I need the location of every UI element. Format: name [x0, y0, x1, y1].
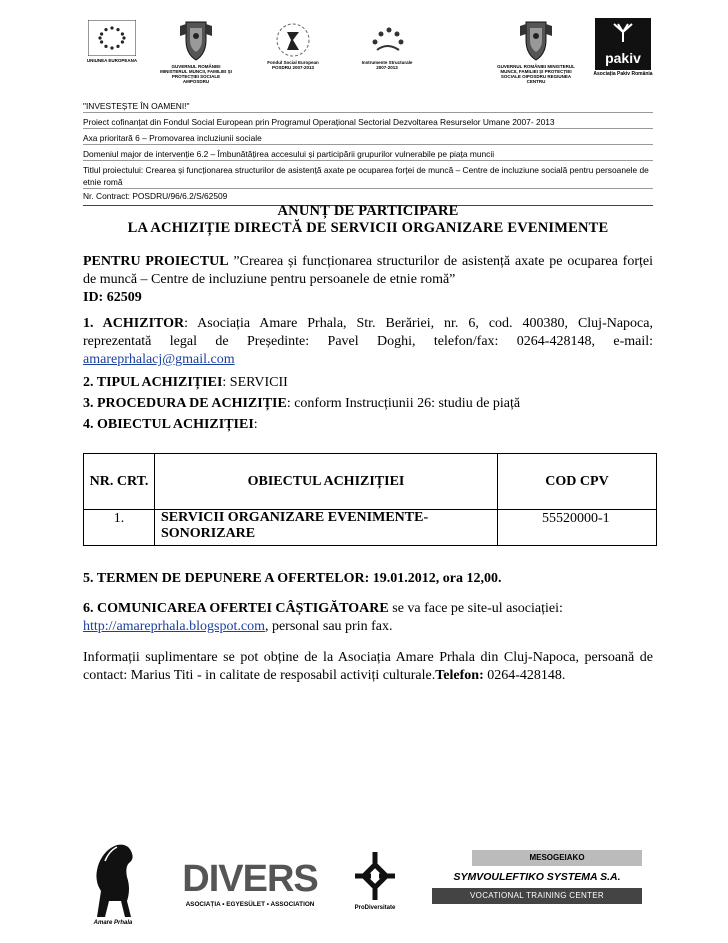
tip-label: 2. TIPUL ACHIZIȚIEI	[83, 375, 223, 390]
header-line-4: Titlul proiectului: Crearea și funcționarea structurilor de asistență axate pe ocuparea forței de muncă – Centre de incluziune socială pentru persoanele de etnie romă	[83, 164, 653, 189]
procurement-table	[83, 453, 657, 546]
comunicare-after: , personal sau prin fax.	[264, 619, 393, 634]
pakiv-box	[595, 18, 651, 70]
meso-line-2: SYMVOULEFTIKO SYSTEMA S.A.	[453, 871, 621, 883]
prodiv-caption: ProDiversitate	[354, 905, 396, 911]
tel-label: Telefon:	[435, 668, 484, 683]
section-obiect	[83, 416, 653, 434]
achizitor-label: 1. ACHIZITOR	[83, 316, 185, 331]
header-line-5: Nr. Contract: POSDRU/96/6.2/S/62509	[83, 191, 228, 201]
is-caption: Instrumente Structurale 2007-2013	[361, 60, 413, 70]
is-logo	[356, 22, 418, 70]
comunicare-label: 6. COMUNICAREA OFERTEI CÂȘTIGĂTOARE	[83, 601, 389, 616]
email-link[interactable]: amareprhalacj@gmail.com	[83, 352, 235, 367]
meso-line-1: MESOGEIAKO	[472, 850, 642, 866]
header-obiect: OBIECTUL ACHIZIȚIEI	[155, 454, 498, 510]
title-announcement: ANUNȚ DE PARTICIPARE	[277, 203, 459, 219]
gov-logo-2	[496, 18, 576, 84]
gov-logo-1	[160, 18, 232, 84]
eu-logo	[82, 20, 142, 63]
project-title: ”Crearea și funcționarea structurilor de asistență axate pe ocuparea forței de muncă – Centre de incluziune pentru persoanele de etnie romă”	[83, 254, 653, 287]
eu-flag-icon	[88, 20, 136, 56]
header-line-2: Axa prioritară 6 – Promovarea incluziunii sociale	[83, 132, 653, 145]
gov2-caption: GUVERNUL ROMÂNIEI MINISTERUL MUNCII, FAMILIEI ȘI PROTECȚIEI SOCIALE OIPOSDRU REGIUNEA CENTRU	[497, 64, 575, 84]
fse-logo	[262, 22, 324, 70]
amare-prhala-logo	[84, 843, 142, 926]
obiect-label: 4. OBIECTUL ACHIZIȚIEI	[83, 417, 254, 432]
fse-caption: Fondul Social European POSDRU 2007-2013	[267, 60, 319, 70]
gov1-caption: GUVERNUL ROMÂNIEI MINISTERUL MUNCII, FAMILIEI ȘI PROTECȚIEI SOCIALE AMPOSDRU	[160, 64, 232, 84]
info-text: Informații suplimentare se pot obține de la Asociația Amare Prhala din Cluj-Napoca, persoană de contact: Marius Titi - in calitate de resposabil activiți culturale.	[83, 650, 653, 683]
info-paragraph	[83, 649, 653, 685]
project-id: ID: 62509	[83, 290, 142, 305]
mesogeiako-logo	[432, 848, 642, 908]
project-label: PENTRU PROIECTUL	[83, 254, 229, 269]
pakiv-text: pakiv	[605, 50, 641, 66]
flower-icon	[608, 22, 638, 44]
comunicare-text: se va face pe site-ul asociației:	[388, 601, 563, 616]
pakiv-caption: Asociația Pakiv România	[593, 71, 653, 77]
blog-link[interactable]: http://amareprhala.blogspot.com	[83, 619, 265, 634]
divers-logo	[160, 858, 340, 907]
pakiv-logo	[588, 18, 658, 77]
obiect-colon: :	[253, 417, 258, 432]
section-procedura	[83, 395, 653, 413]
eu-caption: UNIUNEA EUROPEANA	[86, 58, 138, 63]
stars-icon	[367, 22, 407, 58]
horse-icon	[87, 843, 139, 919]
tel-value: 0264-428148.	[483, 668, 566, 683]
cell-obiect: SERVICII ORGANIZARE EVENIMENTE- SONORIZARE	[155, 510, 498, 546]
header-cod-cpv: COD CPV	[498, 454, 657, 510]
divers-caption: ASOCIAȚIA • EGYESÜLET • ASSOCIATION	[185, 901, 315, 908]
section-comunicare	[83, 600, 653, 636]
header-line-1: Proiect cofinanțat din Fondul Social European prin Programul Operațional Sectorial Dezvoltarea Resurselor Umane 2007- 2013	[83, 116, 653, 129]
divers-wordmark: DIVERS	[182, 858, 318, 900]
meso-line-3: VOCATIONAL TRAINING CENTER	[432, 888, 642, 904]
procedura-text: : conform Instrucțiunii 26: studiu de piață	[286, 396, 521, 411]
fse-star-icon	[273, 22, 313, 58]
table-header-row	[84, 454, 657, 510]
header-line-3: Domeniul major de intervenție 6.2 – Îmbunătățirea accesului și participării grupurilor vulnerabile pe piața muncii	[83, 148, 653, 161]
coat-of-arms-icon	[178, 18, 214, 62]
section-termen	[83, 570, 653, 588]
termen-text: : 19.01.2012, ora 12,00.	[364, 571, 502, 586]
table-row	[84, 510, 657, 546]
section-tip	[83, 374, 653, 392]
header-nr-crt: NR. CRT.	[84, 454, 155, 510]
achizitor-text: : Asociația Amare Prhala, Str. Berăriei, nr. 6, cod. 400380, Cluj-Napoca, reprezentată legal de Președinte: Pavel Doghi, telefon/fax: 0264-428148, e-mail:	[83, 316, 653, 349]
project-paragraph	[83, 253, 653, 307]
slogan: "INVESTEȘTE ÎN OAMENI!"	[83, 100, 653, 113]
prodiversitate-logo	[344, 848, 406, 911]
procedura-label: 3. PROCEDURA DE ACHIZIȚIE	[83, 396, 287, 411]
coat-of-arms-icon	[518, 18, 554, 62]
cell-nr: 1.	[84, 510, 155, 546]
title-subtitle: LA ACHIZIȚIE DIRECTĂ DE SERVICII ORGANIZARE EVENIMENTE	[127, 220, 609, 236]
section-achizitor	[83, 315, 653, 369]
tip-text: : SERVICII	[222, 375, 288, 390]
cell-cpv: 55520000-1	[498, 510, 657, 546]
amare-caption: Amare Prhala	[93, 920, 133, 926]
knot-icon	[351, 848, 399, 904]
termen-label: 5. TERMEN DE DEPUNERE A OFERTELOR	[83, 571, 365, 586]
